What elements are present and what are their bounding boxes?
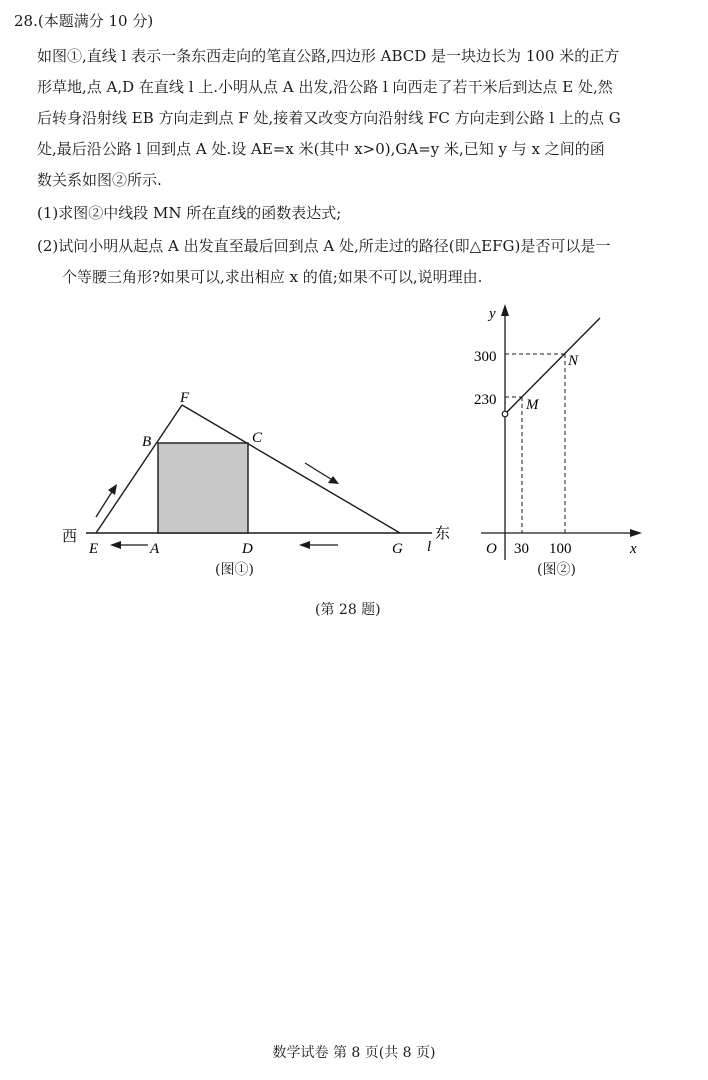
label-east: 东 <box>435 526 451 542</box>
origin-label: O <box>486 541 497 557</box>
problem-header: 28.(本题满分 10 分) <box>14 12 154 30</box>
point-label-m: M <box>526 397 539 413</box>
figure-2-caption: (图②) <box>537 562 576 578</box>
x-axis-label: x <box>630 541 637 557</box>
label-f: F <box>180 390 190 406</box>
label-c: C <box>252 430 263 446</box>
x-axis-arrow-icon <box>630 529 642 537</box>
point-label-n: N <box>568 353 579 369</box>
x-tick-30: 30 <box>514 541 529 557</box>
question-2-line-1: (2)试问小明从起点 A 出发直至最后回到点 A 处,所走过的路径(即△EFG)是否可以是一 <box>37 237 611 255</box>
series-line-mn <box>505 318 600 414</box>
page-footer: 数学试卷 第 8 页(共 8 页) <box>272 1045 436 1061</box>
label-b: B <box>142 434 152 450</box>
intro-line-5: 数关系如图②所示. <box>37 171 162 189</box>
figure-1-caption: (图①) <box>215 562 254 578</box>
label-g: G <box>392 541 403 557</box>
open-endpoint <box>502 411 508 417</box>
intro-line-3: 后转身沿射线 EB 方向走到点 F 处,接着又改变方向沿射线 FC 方向走到公路 l 上的点 G <box>37 109 621 127</box>
label-e: E <box>89 541 99 557</box>
label-a: A <box>150 541 160 557</box>
label-d: D <box>242 541 253 557</box>
y-axis-arrow-icon <box>501 304 509 316</box>
y-axis-label: y <box>489 306 496 322</box>
intro-line-1: 如图①,直线 l 表示一条东西走向的笔直公路,四边形 ABCD 是一块边长为 100 米的正方 <box>37 47 620 65</box>
problem-figure-caption: (第 28 题) <box>315 602 381 618</box>
y-tick-300: 300 <box>474 349 497 365</box>
label-west: 西 <box>62 529 78 545</box>
intro-line-2: 形草地,点 A,D 在直线 l 上.小明从点 A 出发,沿公路 l 向西走了若干米后到达点 E 处,然 <box>37 78 613 96</box>
question-1: (1)求图②中线段 MN 所在直线的函数表达式; <box>37 204 342 222</box>
intro-line-4: 处,最后沿公路 l 回到点 A 处.设 AE=x 米(其中 x>0),GA=y 米,已知 y 与 x 之间的函 <box>37 140 605 158</box>
y-tick-230: 230 <box>474 392 497 408</box>
question-2-line-2: 个等腰三角形?如果可以,求出相应 x 的值;如果不可以,说明理由. <box>62 268 483 286</box>
x-tick-100: 100 <box>549 541 572 557</box>
label-l: l <box>427 539 432 555</box>
